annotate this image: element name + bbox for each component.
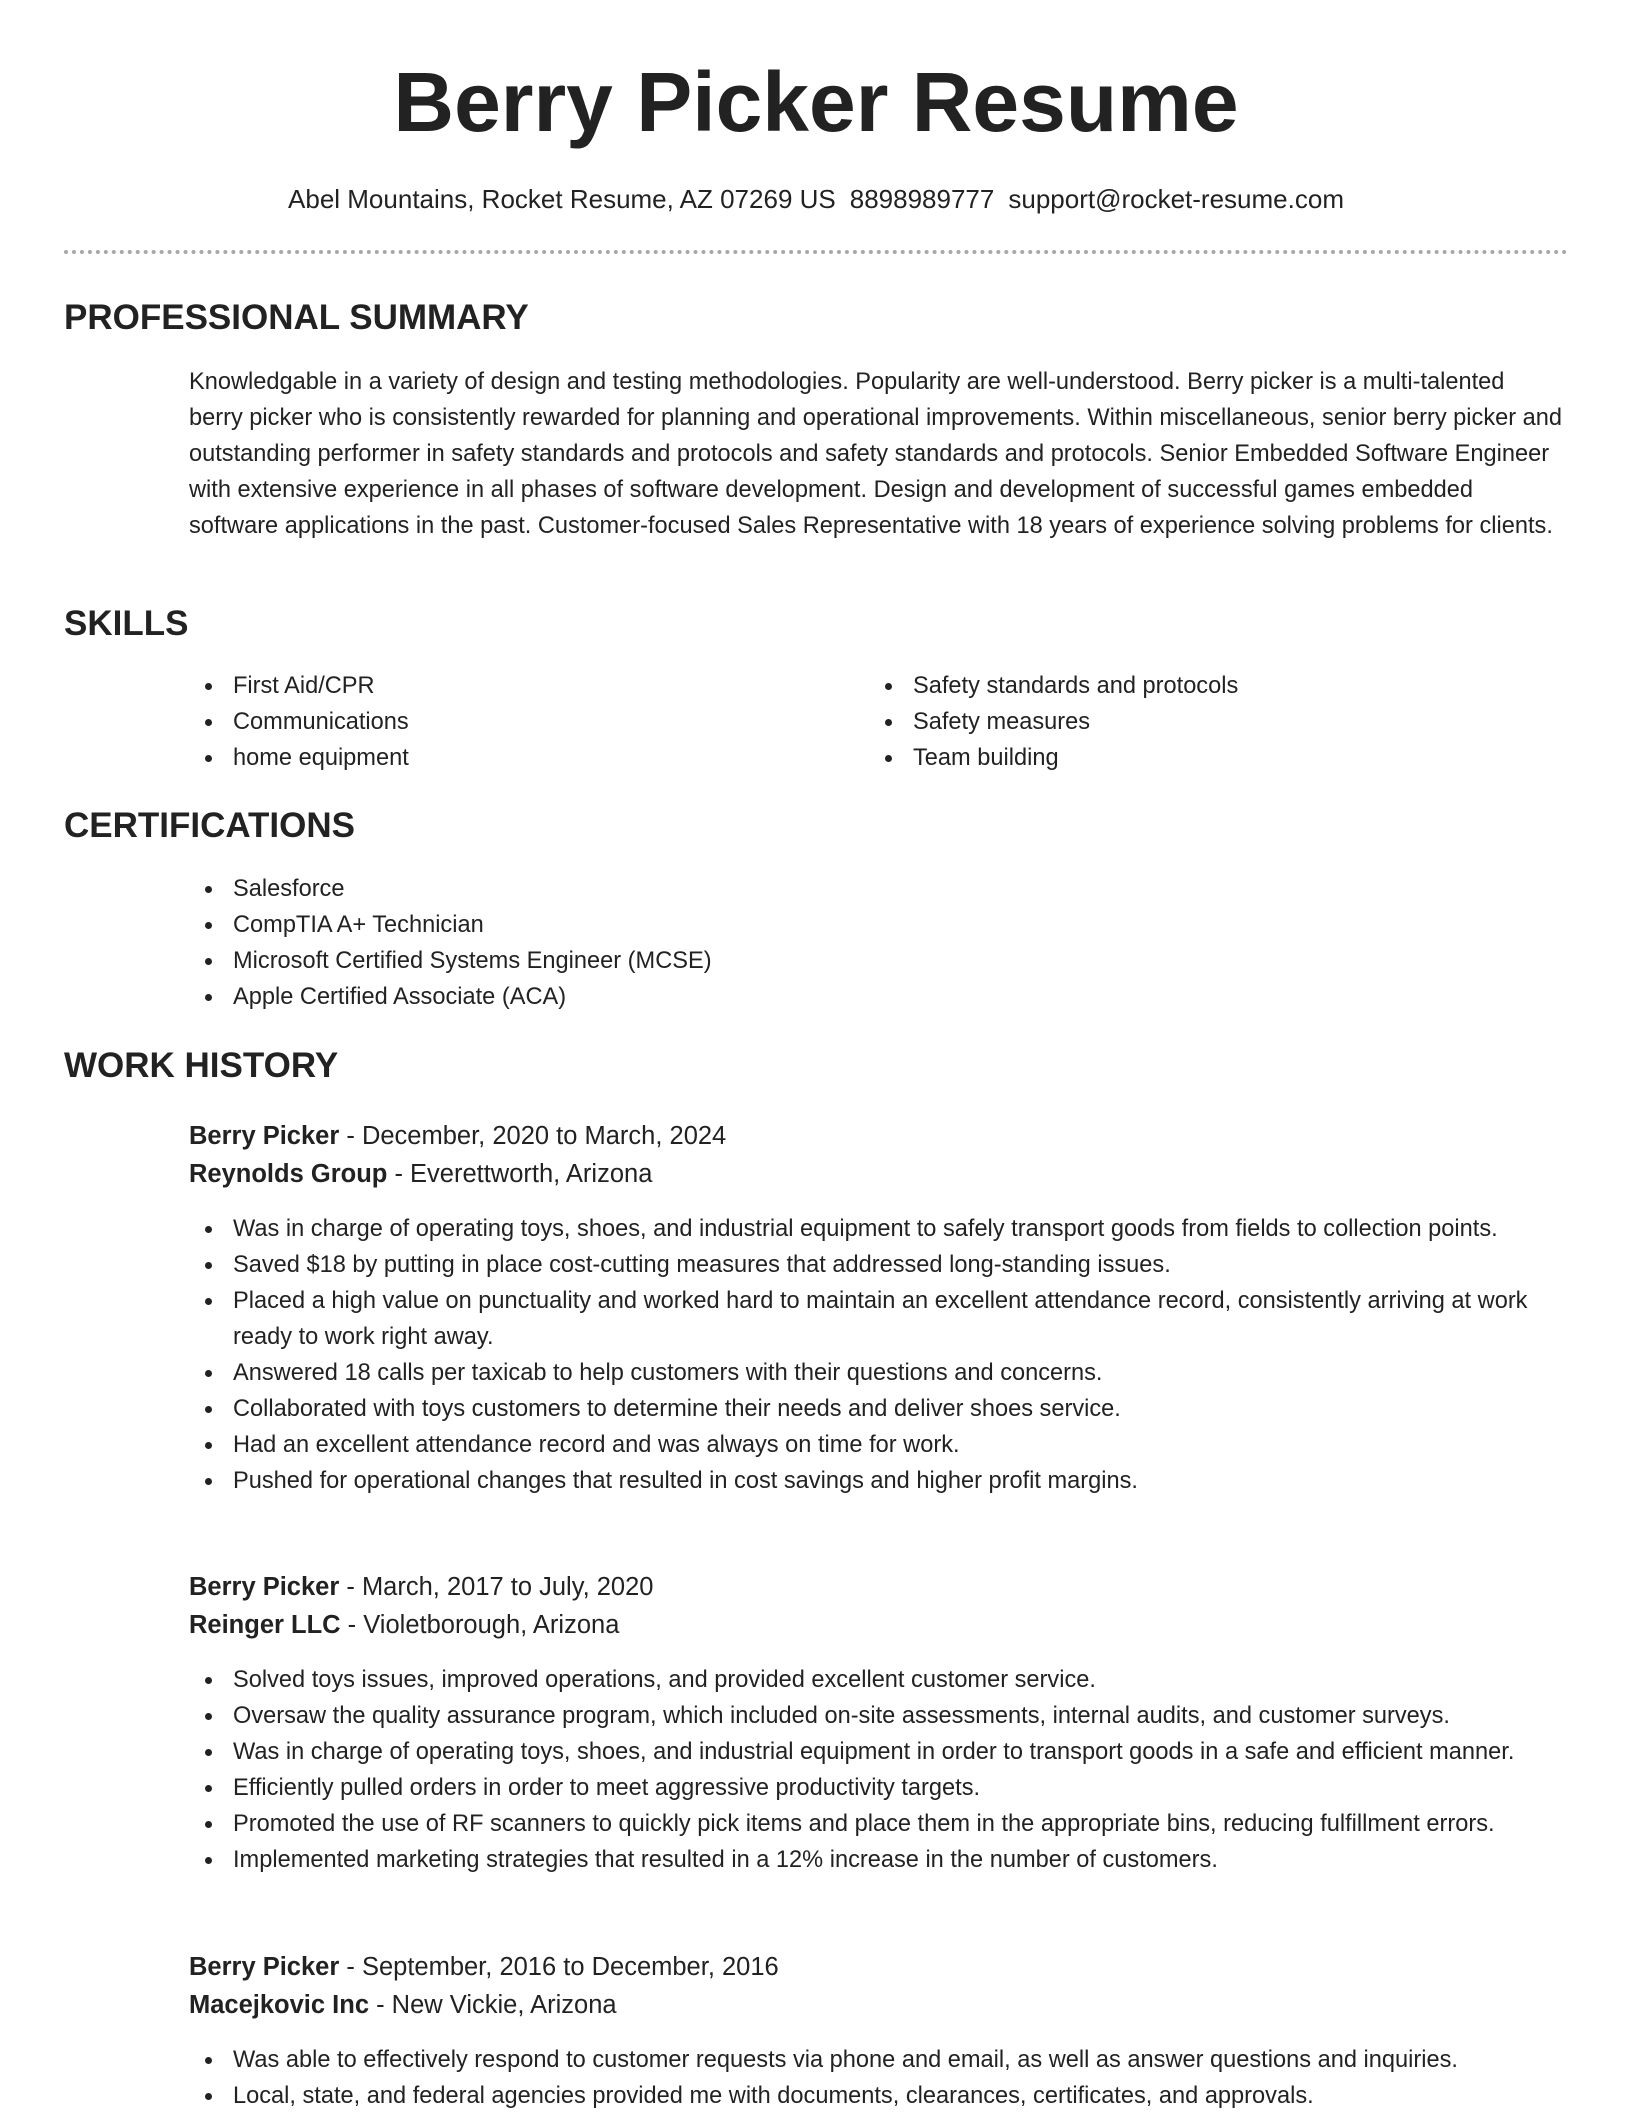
job-company: Reynolds Group [189, 1160, 388, 1188]
job-bullets [189, 1211, 1564, 1499]
job-bullets [189, 2042, 1564, 2112]
resume-title: Berry Picker Resume [393, 55, 1239, 149]
job-company: Macejkovic Inc [189, 1991, 370, 2019]
job-dates: - September, 2016 to December, 2016 [339, 1953, 779, 1981]
header-divider [64, 250, 1568, 254]
summary-heading: PROFESSIONAL SUMMARY [64, 298, 529, 337]
job-bullet: Pushed for operational changes that resulted in cost savings and higher profit margins. [189, 1463, 1564, 1499]
skill-item: Team building [869, 740, 1559, 776]
job-company-line [189, 1155, 652, 1193]
job-bullet: Efficiently pulled orders in order to meet aggressive productivity targets. [189, 1770, 1564, 1806]
job-bullet: Collaborated with toys customers to determine their needs and deliver shoes service. [189, 1391, 1564, 1427]
job-company-line [189, 1986, 617, 2024]
job-title: Berry Picker [189, 1573, 340, 1601]
job-bullet: Had an excellent attendance record and was always on time for work. [189, 1427, 1564, 1463]
job-bullet: Placed a high value on punctuality and worked hard to maintain an excellent attendance record, consistently arriving at work ready to work right away. [189, 1283, 1564, 1355]
job-bullet: Oversaw the quality assurance program, which included on-site assessments, internal audits, and customer surveys. [189, 1698, 1564, 1734]
certifications-heading: CERTIFICATIONS [64, 806, 356, 845]
job-company-line [189, 1606, 619, 1644]
contact-address: Abel Mountains, Rocket Resume, AZ 07269 US [288, 184, 836, 214]
skill-item: Safety measures [869, 704, 1559, 740]
contact-phone: 8898989777 [849, 184, 995, 214]
certification-item: Microsoft Certified Systems Engineer (MCSE) [189, 943, 1564, 979]
job-location: - Violetborough, Arizona [340, 1611, 620, 1639]
job-bullet: Saved $18 by putting in place cost-cutting measures that addressed long-standing issues. [189, 1247, 1564, 1283]
certification-item: CompTIA A+ Technician [189, 907, 1564, 943]
contact-email: support@rocket-resume.com [1008, 184, 1344, 214]
job-dates: - December, 2020 to March, 2024 [339, 1122, 727, 1150]
job-bullet: Answered 18 calls per taxicab to help customers with their questions and concerns. [189, 1355, 1564, 1391]
job-bullet: Promoted the use of RF scanners to quickly pick items and place them in the appropriate bins, reducing fulfillment errors. [189, 1806, 1564, 1842]
skill-item: Safety standards and protocols [869, 668, 1559, 704]
skills-list-left [189, 668, 829, 776]
skills-heading: SKILLS [64, 604, 189, 643]
summary-text: Knowledgable in a variety of design and testing methodologies. Popularity are well-understood. Berry picker is a multi-talented berry picker who is consistently rewarded for planning and operational improvements. Within miscellaneous, senior berry picker and outstanding performer in safety standards and protocols and safety standards and protocols. Senior Embedded Software Engineer with extensive experience in all phases of software development. Design and development of successful games embedded software applications in the past. Customer-focused Sales Representative with 18 years of experience solving problems for clients. [189, 369, 1563, 539]
job-title-line [189, 1117, 726, 1155]
job-company: Reinger LLC [189, 1611, 341, 1639]
certification-item: Apple Certified Associate (ACA) [189, 979, 1564, 1015]
job-bullets [189, 1662, 1564, 1878]
skill-item: Communications [189, 704, 829, 740]
job-dates: - March, 2017 to July, 2020 [339, 1573, 654, 1601]
job-location: - New Vickie, Arizona [369, 1991, 617, 2019]
job-title: Berry Picker [189, 1953, 340, 1981]
job-bullet: Local, state, and federal agencies provided me with documents, clearances, certificates, and approvals. [189, 2078, 1564, 2112]
job-bullet: Was in charge of operating toys, shoes, and industrial equipment to safely transport goods from fields to collection points. [189, 1211, 1564, 1247]
job-location: - Everettworth, Arizona [387, 1160, 653, 1188]
skill-item: First Aid/CPR [189, 668, 829, 704]
certifications-list [189, 871, 1564, 1015]
work-history-heading: WORK HISTORY [64, 1046, 339, 1085]
job-title: Berry Picker [189, 1122, 340, 1150]
job-bullet: Implemented marketing strategies that resulted in a 12% increase in the number of customers. [189, 1842, 1564, 1878]
job-bullet: Was able to effectively respond to customer requests via phone and email, as well as answer questions and inquiries. [189, 2042, 1564, 2078]
skills-list-right [869, 668, 1559, 776]
skill-item: home equipment [189, 740, 829, 776]
job-title-line [189, 1948, 779, 1986]
job-title-line [189, 1568, 653, 1606]
certification-item: Salesforce [189, 871, 1564, 907]
job-bullet: Solved toys issues, improved operations, and provided excellent customer service. [189, 1662, 1564, 1698]
job-bullet: Was in charge of operating toys, shoes, and industrial equipment in order to transport goods in a safe and efficient manner. [189, 1734, 1564, 1770]
contact-line [0, 180, 1632, 218]
